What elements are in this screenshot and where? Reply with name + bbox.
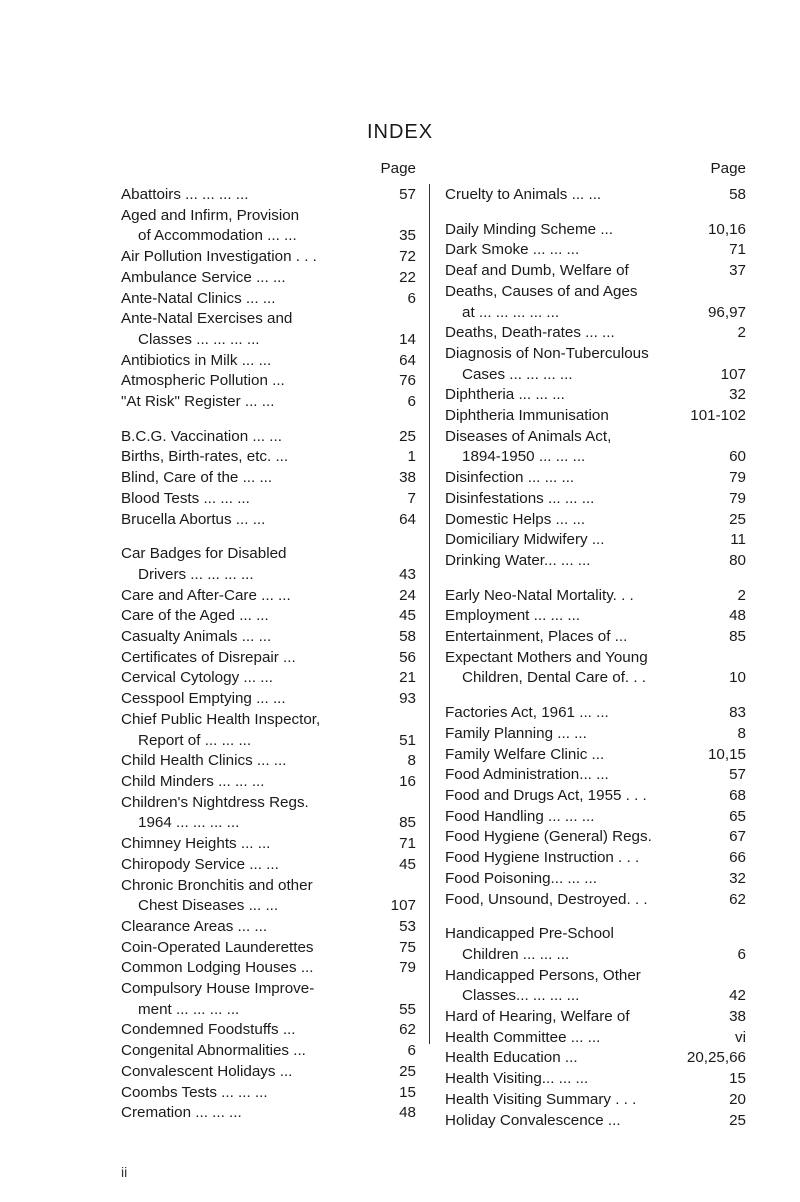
entry-page-number: 37 (729, 262, 746, 280)
index-entry (121, 544, 416, 585)
entry-page-number: 58 (729, 186, 746, 203)
entry-page-number: 2 (737, 324, 746, 342)
entry-text: Child Health Clinics ... ... (121, 752, 287, 770)
index-entry (445, 1048, 746, 1069)
entry-page-number: 107 (720, 365, 746, 383)
entry-page-number: 1 (407, 448, 416, 466)
index-entry (445, 1028, 746, 1049)
index-entry (445, 1007, 746, 1028)
entry-text: at ... ... ... ... ... (462, 303, 560, 321)
page-number-footer: ii (121, 1164, 128, 1180)
index-entry (121, 627, 416, 648)
entry-text: B.C.G. Vaccination ... ... (121, 427, 282, 445)
entry-page-number: 6 (737, 945, 746, 963)
index-entry (445, 765, 746, 786)
index-entry (121, 289, 416, 310)
entry-page-number: 48 (729, 607, 746, 625)
entry-page-number: 93 (399, 690, 416, 708)
entry-text: Abattoirs ... ... ... ... (121, 186, 249, 203)
index-entry (121, 371, 416, 392)
entry-text: Disinfestations ... ... ... (445, 489, 595, 507)
entry-page-number: 35 (399, 227, 416, 245)
entry-page-number: 6 (407, 1042, 416, 1060)
entry-page-number: 83 (729, 704, 746, 722)
index-entry (121, 958, 416, 979)
index-entry (445, 786, 746, 807)
entry-page-number: 48 (399, 1104, 416, 1122)
index-entry (121, 710, 416, 751)
entry-text: Health Education ... (445, 1049, 578, 1067)
entry-text: Classes... ... ... ... (462, 987, 580, 1005)
entry-page-number: 42 (729, 987, 746, 1005)
entry-text: Diphtheria ... ... ... (445, 386, 565, 404)
entry-text: Health Committee ... ... (445, 1028, 601, 1046)
entry-page-number: 60 (729, 448, 746, 466)
index-column-right (445, 158, 746, 1131)
entry-text: of Accommodation ... ... (138, 227, 297, 245)
entry-page-number: 8 (407, 752, 416, 770)
entry-page-number: 32 (729, 386, 746, 404)
index-entry (445, 745, 746, 766)
entry-page-number: 10,16 (707, 220, 746, 238)
entry-text: Children ... ... ... (462, 945, 570, 963)
entry-page-number: 71 (399, 835, 416, 853)
entry-text: Children, Dental Care of. . . (462, 669, 647, 687)
index-entry (445, 385, 746, 406)
entry-page-number: 16 (399, 772, 416, 790)
entry-text: Drinking Water... ... ... (445, 551, 591, 569)
entry-text: Coin-Operated Launderettes (121, 938, 314, 956)
entry-text: Diagnosis of Non-Tuberculous (445, 344, 649, 362)
entry-page-number: 38 (399, 469, 416, 487)
entry-text: Food Hygiene (General) Regs. (445, 828, 652, 846)
entry-text: Chronic Bronchitis and other (121, 876, 313, 894)
index-entry (445, 966, 746, 1007)
entry-text: Disinfection ... ... ... (445, 469, 575, 487)
index-entry (121, 309, 416, 350)
entry-page-number: 57 (729, 766, 746, 784)
entry-text: Health Visiting Summary . . . (445, 1090, 637, 1108)
index-entry (445, 323, 746, 344)
entry-page-number: 75 (399, 938, 416, 956)
index-entry (445, 530, 746, 551)
entry-text: Air Pollution Investigation . . . (121, 248, 317, 266)
entry-text: Food Handling ... ... ... (445, 807, 595, 825)
entry-text: Health Visiting... ... ... (445, 1070, 589, 1088)
index-entry (121, 268, 416, 289)
entry-text: Deaths, Death-rates ... ... (445, 324, 615, 342)
entry-page-number: 55 (399, 1000, 416, 1018)
index-entry (121, 489, 416, 510)
index-entry (445, 185, 746, 206)
index-entry (121, 938, 416, 959)
index-entry (121, 392, 416, 413)
entry-page-number: 68 (729, 786, 746, 804)
entry-text: Food Administration... ... (445, 766, 609, 784)
index-entry (121, 1103, 416, 1124)
entry-text: Deaths, Causes of and Ages (445, 282, 638, 300)
entry-page-number: 85 (399, 814, 416, 832)
entry-text: Ante-Natal Clinics ... ... (121, 289, 276, 307)
entry-page-number: 80 (729, 551, 746, 569)
entry-text: Aged and Infirm, Provision (121, 206, 300, 224)
entry-text: Car Badges for Disabled (121, 545, 287, 563)
entry-text: Compulsory House Improve- (121, 980, 315, 998)
index-entry (121, 917, 416, 938)
entry-page-number: 71 (729, 241, 746, 259)
entry-page-number: 107 (390, 897, 416, 915)
entry-page-number: 15 (399, 1083, 416, 1101)
entry-text: Cesspool Emptying ... ... (121, 690, 286, 708)
section-gap (445, 689, 746, 703)
entry-page-number: 45 (399, 855, 416, 873)
index-entry (121, 1083, 416, 1104)
page-column-header: Page (380, 160, 416, 177)
index-entry (445, 586, 746, 607)
index-entry (121, 427, 416, 448)
entry-text: Cervical Cytology ... ... (121, 669, 273, 687)
column-divider (429, 184, 430, 1044)
entry-page-number: 79 (729, 469, 746, 487)
entry-page-number: 62 (729, 890, 746, 908)
entry-text: Handicapped Pre-School (445, 925, 614, 943)
entry-page-number: 56 (399, 648, 416, 666)
entry-page-number: 25 (399, 427, 416, 445)
entry-text: Cremation ... ... ... (121, 1104, 242, 1122)
entry-text: Coombs Tests ... ... ... (121, 1083, 268, 1101)
section-gap (445, 572, 746, 586)
entry-page-number: 64 (399, 351, 416, 369)
entry-page-number: 11 (730, 531, 746, 549)
entry-text: Common Lodging Houses ... (121, 959, 314, 977)
entry-text: Cruelty to Animals ... ... (445, 186, 602, 203)
entry-text: Casualty Animals ... ... (121, 628, 272, 646)
index-entry (445, 606, 746, 627)
entry-text: Clearance Areas ... ... (121, 917, 268, 935)
entry-page-number: 45 (399, 607, 416, 625)
section-gap (121, 413, 416, 427)
index-entry (121, 447, 416, 468)
entry-page-number: 96,97 (707, 303, 746, 321)
index-entry (445, 869, 746, 890)
index-entry (445, 489, 746, 510)
index-entry (445, 220, 746, 241)
entry-text: Antibiotics in Milk ... ... (121, 351, 272, 369)
section-gap (445, 910, 746, 924)
entry-text: Brucella Abortus ... ... (121, 510, 266, 528)
entry-text: Holiday Convalescence ... (445, 1111, 621, 1129)
entry-text: Family Planning ... ... (445, 724, 587, 742)
entry-text: Diphtheria Immunisation (445, 407, 609, 425)
index-entry (445, 703, 746, 724)
entry-page-number: 58 (399, 628, 416, 646)
entry-text: Daily Minding Scheme ... (445, 220, 613, 238)
section-gap (445, 206, 746, 220)
index-entry (445, 551, 746, 572)
index-entry (445, 282, 746, 323)
index-entry (445, 240, 746, 261)
entry-text: 1894-1950 ... ... ... (462, 448, 586, 466)
index-entry (121, 351, 416, 372)
entry-text: Deaf and Dumb, Welfare of (445, 262, 629, 280)
entry-page-number: 64 (399, 510, 416, 528)
index-entry (121, 668, 416, 689)
entry-text: Child Minders ... ... ... (121, 772, 265, 790)
entry-page-number: 6 (407, 393, 416, 411)
entry-text: Chimney Heights ... ... (121, 835, 271, 853)
index-entry (121, 247, 416, 268)
entry-page-number: 53 (399, 917, 416, 935)
entry-text: Chiropody Service ... ... (121, 855, 279, 873)
index-entry (121, 1041, 416, 1062)
entry-text: Expectant Mothers and Young (445, 648, 648, 666)
entry-page-number: 79 (399, 959, 416, 977)
entry-page-number: 79 (729, 489, 746, 507)
entry-text: Classes ... ... ... ... (138, 330, 260, 348)
index-entry (121, 834, 416, 855)
index-entry (445, 344, 746, 385)
entry-page-number: vi (735, 1028, 746, 1046)
index-entry (445, 261, 746, 282)
entry-page-number: 57 (399, 186, 416, 203)
entry-text: Care of the Aged ... ... (121, 607, 269, 625)
page-column-header: Page (710, 160, 746, 177)
index-entry (445, 827, 746, 848)
entry-page-number: 85 (729, 628, 746, 646)
entry-page-number: 32 (729, 869, 746, 887)
entry-text: Food Poisoning... ... ... (445, 869, 597, 887)
index-entry (121, 510, 416, 531)
entry-page-number: 10,15 (707, 745, 746, 763)
entry-page-number: 101-102 (690, 407, 746, 425)
entry-text: Convalescent Holidays ... (121, 1062, 293, 1080)
entry-text: Atmospheric Pollution ... (121, 372, 285, 390)
entry-page-number: 66 (729, 849, 746, 867)
index-entry (445, 468, 746, 489)
index-entry (121, 586, 416, 607)
entry-text: Care and After-Care ... ... (121, 586, 291, 604)
index-entry (121, 606, 416, 627)
entry-text: Congenital Abnormalities ... (121, 1042, 306, 1060)
entry-text: Hard of Hearing, Welfare of (445, 1008, 630, 1026)
entry-page-number: 20 (729, 1090, 746, 1108)
entry-text: Cases ... ... ... ... (462, 365, 573, 383)
entry-page-number: 72 (399, 248, 416, 266)
entry-text: Domiciliary Midwifery ... (445, 531, 605, 549)
index-entry (445, 427, 746, 468)
entry-text: Ante-Natal Exercises and (121, 310, 293, 328)
index-entry (445, 890, 746, 911)
entry-page-number: 6 (407, 289, 416, 307)
entry-page-number: 25 (729, 1111, 746, 1129)
entry-page-number: 51 (399, 731, 416, 749)
index-entry (121, 689, 416, 710)
index-entry (445, 627, 746, 648)
entry-page-number: 20,25,66 (686, 1049, 746, 1067)
entry-text: Food, Unsound, Destroyed. . . (445, 890, 648, 908)
index-entry (121, 793, 416, 834)
entry-page-number: 65 (729, 807, 746, 825)
index-entry (445, 924, 746, 965)
entry-text: Dark Smoke ... ... ... (445, 241, 580, 259)
entry-text: Family Welfare Clinic ... (445, 745, 605, 763)
index-entry (445, 648, 746, 689)
entry-page-number: 43 (399, 565, 416, 583)
entry-text: Domestic Helps ... ... (445, 510, 586, 528)
index-entry (445, 1069, 746, 1090)
entry-text: Employment ... ... ... (445, 607, 581, 625)
index-entry (445, 724, 746, 745)
index-entry (121, 648, 416, 669)
entry-page-number: 76 (399, 372, 416, 390)
entry-text: Food Hygiene Instruction . . . (445, 849, 640, 867)
entry-page-number: 38 (729, 1008, 746, 1026)
entry-page-number: 25 (399, 1062, 416, 1080)
index-entry (121, 979, 416, 1020)
entry-text: Blind, Care of the ... ... (121, 469, 273, 487)
entry-page-number: 67 (729, 828, 746, 846)
page-title: INDEX (366, 121, 434, 143)
index-column-left (121, 158, 416, 1124)
section-gap (121, 530, 416, 544)
index-entry (445, 1111, 746, 1132)
entry-text: ment ... ... ... ... (138, 1000, 240, 1018)
index-entry (121, 468, 416, 489)
entry-text: Births, Birth-rates, etc. ... (121, 448, 289, 466)
right-entries (445, 185, 746, 1131)
index-entry (445, 848, 746, 869)
index-entry (121, 1062, 416, 1083)
entry-page-number: 2 (737, 586, 746, 604)
entry-page-number: 24 (399, 586, 416, 604)
index-entry (121, 751, 416, 772)
entry-text: Certificates of Disrepair ... (121, 648, 296, 666)
entry-page-number: 10 (729, 669, 746, 687)
entry-text: Entertainment, Places of ... (445, 628, 628, 646)
entry-page-number: 22 (399, 268, 416, 286)
index-entry (121, 855, 416, 876)
entry-text: Factories Act, 1961 ... ... (445, 704, 609, 722)
index-entry (445, 406, 746, 427)
entry-text: "At Risk" Register ... ... (121, 393, 275, 411)
entry-text: 1964 ... ... ... ... (138, 814, 240, 832)
left-entries (121, 185, 416, 1124)
entry-text: Children's Nightdress Regs. (121, 793, 309, 811)
entry-text: Chief Public Health Inspector, (121, 710, 321, 728)
entry-page-number: 8 (737, 724, 746, 742)
index-entry (445, 1090, 746, 1111)
entry-page-number: 15 (729, 1070, 746, 1088)
entry-text: Chest Diseases ... ... (138, 897, 279, 915)
entry-page-number: 7 (407, 489, 416, 507)
index-entry (121, 1020, 416, 1041)
index-entry (445, 510, 746, 531)
index-entry (121, 206, 416, 247)
index-entry (121, 876, 416, 917)
entry-page-number: 21 (399, 669, 416, 687)
index-entry (121, 772, 416, 793)
entry-text: Drivers ... ... ... ... (138, 565, 254, 583)
entry-text: Ambulance Service ... ... (121, 268, 286, 286)
index-entry (445, 807, 746, 828)
entry-text: Diseases of Animals Act, (445, 427, 612, 445)
entry-text: Report of ... ... ... (138, 731, 252, 749)
entry-page-number: 14 (399, 330, 416, 348)
entry-text: Food and Drugs Act, 1955 . . . (445, 786, 647, 804)
entry-text: Handicapped Persons, Other (445, 966, 641, 984)
entry-text: Early Neo-Natal Mortality. . . (445, 586, 634, 604)
entry-page-number: 25 (729, 510, 746, 528)
entry-text: Blood Tests ... ... ... (121, 489, 250, 507)
index-entry (121, 185, 416, 206)
entry-page-number: 62 (399, 1021, 416, 1039)
entry-text: Condemned Foodstuffs ... (121, 1021, 296, 1039)
